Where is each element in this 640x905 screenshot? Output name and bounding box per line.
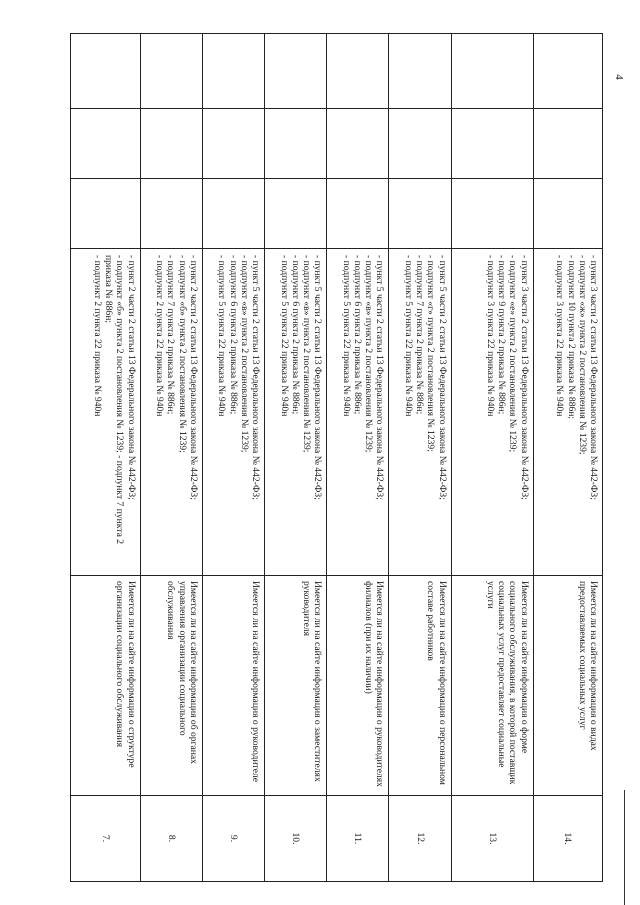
reference-line: - подпункт 9 пункта 2 приказа № 886н; [496,255,508,415]
reference-line: - подпункт «г» пункта 2 постановления № 1239; [425,255,437,452]
row-number: 9. [202,796,264,882]
legal-reference-cell [389,249,451,576]
legal-reference-cell [202,249,264,576]
table-row [533,34,602,882]
blank-cell [140,179,202,249]
table-row [327,34,389,882]
row-number: 12. [389,796,451,882]
reference-line: - пункт 3 части 2 статьи 13 Федерального закона № 442-ФЗ; [518,255,530,500]
criteria-table [70,33,603,882]
reference-line: - подпункт 6 пункта 2 приказа № 886н; [227,255,239,415]
blank-cell [264,109,326,179]
reference-line: - подпункт 5 пункта 22 приказа № 940н [216,255,228,417]
reference-line: - подпункт «в» пункта 2 постановления № 1239; [363,255,375,453]
blank-cell [389,109,451,179]
reference-line: - пункт 5 части 2 статьи 13 Федерального закона № 442-ФЗ; [436,255,448,500]
reference-line: приказа № 886н; [103,255,115,324]
reference-line: - пункт 2 части 2 статьи 13 Федерального закона № 442-ФЗ; [125,255,137,500]
question-cell: Имеется ли на сайте информация о видах предоставляемых социальных услуг [533,576,602,796]
legal-reference-cell [327,249,389,576]
reference-line: - подпункт 2 пункта 22 приказа № 940н [91,255,103,417]
legal-reference-cell [533,249,602,576]
row-number: 14. [533,796,602,882]
question-cell: Имеется ли на сайте информация о персональном составе работников [389,576,451,796]
reference-line: - пункт 3 части 2 статьи 13 Федерального закона № 442-ФЗ; [588,255,599,500]
legal-reference-cell [451,249,533,576]
question-cell: Имеется ли на сайте информация о форме социального обслуживания, в которой поставщик социальных услуг предоставляет социальные услуги [451,576,533,796]
reference-line: - подпункт «б» пункта 2 постановления № 1239; - подпункт 7 пункта 2 [114,255,126,545]
reference-line: - подпункт 5 пункта 22 приказа № 940н [403,255,414,417]
rotated-table-container [70,33,603,881]
legal-reference-cell [264,249,326,576]
reference-line: - подпункт 7 пункта 2 приказа № 886н; [414,255,426,415]
table-row [140,34,202,882]
reference-line: - подпункт 6 пункта 2 приказа № 886н; [351,255,363,415]
reference-line: - пункт 5 части 2 статьи 13 Федерального закона № 442-ФЗ; [374,255,386,500]
blank-cell [71,109,141,179]
question-cell: Имеется ли на сайте информация об органах управления организации социального обслуживания [140,576,202,796]
reference-line: - подпункт 5 пункта 22 приказа № 940н [278,255,290,417]
table-row [202,34,264,882]
question-cell: Имеется ли на сайте информация о руководителе [202,576,264,796]
blank-cell [389,179,451,249]
row-number: 7. [71,796,141,882]
blank-cell [140,34,202,109]
reference-line: - пункт 5 части 2 статьи 13 Федерального закона № 442-ФЗ; [312,255,324,500]
question-cell: Имеется ли на сайте информация о заместителях руководителя [264,576,326,796]
reference-line: - пункт 2 части 2 статьи 13 Федерального закона № 442-ФЗ; [187,255,199,500]
blank-cell [451,179,533,249]
blank-cell [71,179,141,249]
reference-line: - подпункт «ж» пункта 2 постановления № 1239; [576,255,588,455]
blank-cell [327,34,389,109]
table-row [389,34,451,882]
blank-cell [451,109,533,179]
blank-cell [202,109,264,179]
reference-line: - подпункт 3 пункта 22 приказа № 940н [484,255,496,417]
question-cell: Имеется ли на сайте информация о руководителях филиалов (при их наличии) [327,576,389,796]
blank-cell [264,34,326,109]
blank-cell [202,179,264,249]
blank-cell [327,179,389,249]
table-row [264,34,326,882]
blank-cell [533,179,602,249]
reference-line: - подпункт «в» пункта 2 постановления № 1239; [238,255,250,453]
blank-cell [533,34,602,109]
blank-cell [451,34,533,109]
row-number: 8. [140,796,202,882]
reference-line: - подпункт «е» пункта 2 постановления № 1239; [507,255,519,453]
reference-line: - подпункт 6 пункта 2 приказа № 886н; [289,255,301,415]
reference-line: - подпункт «б» пункта 2 постановления № 1239; [176,255,188,453]
blank-cell [327,109,389,179]
page-margin-line [624,790,625,905]
blank-cell [389,34,451,109]
row-number: 10. [264,796,326,882]
reference-line: - подпункт 3 пункта 22 приказа № 940н [554,255,566,417]
blank-cell [264,179,326,249]
table-row [71,34,141,882]
blank-cell [71,34,141,109]
row-number: 13. [451,796,533,882]
reference-line: - подпункт «в» пункта 2 постановления № 1239; [300,255,312,453]
blank-cell [533,109,602,179]
reference-line: - подпункт 10 пункта 2 приказа № 886н; [565,255,577,420]
legal-reference-cell [71,249,141,576]
question-cell: Имеется ли на сайте информация о структуре организации социального обслуживания [71,576,141,796]
table-row [451,34,533,882]
reference-line: - подпункт 7 пункта 2 приказа № 886н; [165,255,177,415]
blank-cell [202,34,264,109]
page-number: 4 [613,74,625,80]
reference-line: - подпункт 2 пункта 22 приказа № 940н [154,255,166,417]
row-number: 11. [327,796,389,882]
legal-reference-cell [140,249,202,576]
reference-line: - пункт 5 части 2 статьи 13 Федерального закона № 442-ФЗ; [249,255,261,500]
reference-line: - подпункт 5 пункта 22 приказа № 940н [340,255,352,417]
blank-cell [140,109,202,179]
